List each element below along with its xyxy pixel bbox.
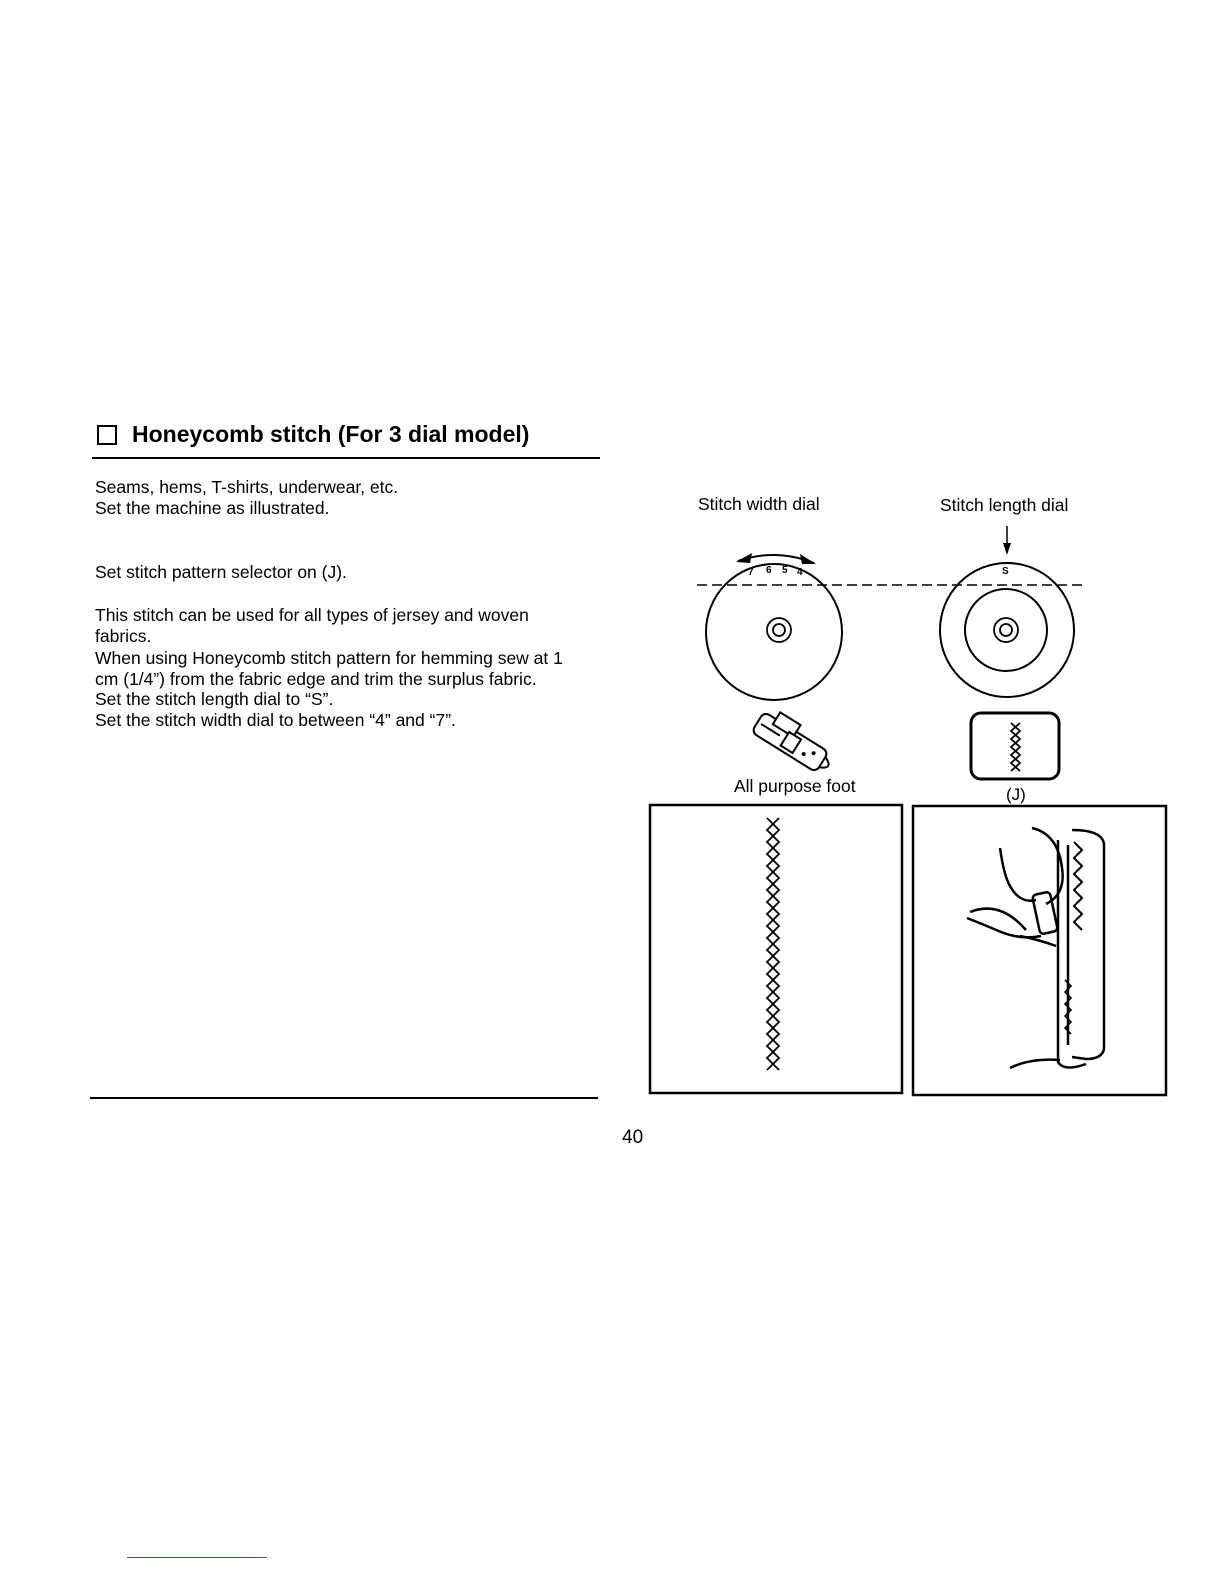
- detail-line-1: This stitch can be used for all types of jersey and woven: [95, 605, 529, 625]
- selector-instruction: Set stitch pattern selector on (J).: [95, 562, 347, 582]
- stitch-width-dial-label: Stitch width dial: [698, 494, 820, 514]
- honeycomb-pattern-icon: [971, 713, 1059, 779]
- page-number: 40: [622, 1127, 644, 1148]
- detail-line-4: cm (1/4”) from the fabric edge and trim the surplus fabric.: [95, 669, 537, 689]
- detail-line-2: fabrics.: [95, 626, 152, 646]
- detail-line-3: When using Honeycomb stitch pattern for hemming sew at 1: [95, 648, 563, 668]
- width-dial-mark-7: 7: [748, 567, 754, 578]
- detail-line-5: Set the stitch length dial to “S”.: [95, 689, 334, 709]
- width-dial-mark-4: 4: [797, 567, 803, 578]
- all-purpose-foot-label: All purpose foot: [734, 776, 856, 796]
- width-dial-mark-6: 6: [766, 565, 772, 576]
- hemming-hand-icon: [967, 828, 1104, 1068]
- detail-line-6: Set the stitch width dial to between “4” and “7”.: [95, 710, 456, 730]
- stitch-width-dial-icon: [706, 553, 842, 700]
- hem-stitch-line: [1074, 842, 1082, 930]
- page-title: Honeycomb stitch (For 3 dial model): [132, 421, 530, 447]
- length-dial-mark-s: S: [1002, 566, 1009, 577]
- intro-line-2: Set the machine as illustrated.: [95, 498, 330, 518]
- stitch-length-dial-label: Stitch length dial: [940, 495, 1069, 515]
- intro-line-1: Seams, hems, T-shirts, underwear, etc.: [95, 477, 399, 497]
- stitch-length-dial-icon: [940, 526, 1074, 697]
- width-dial-mark-5: 5: [782, 565, 788, 576]
- pattern-j-label: (J): [1006, 785, 1026, 804]
- hemming-panel: [913, 806, 1166, 1095]
- footer-link-line: [127, 1557, 267, 1558]
- presser-foot-icon: [751, 705, 838, 776]
